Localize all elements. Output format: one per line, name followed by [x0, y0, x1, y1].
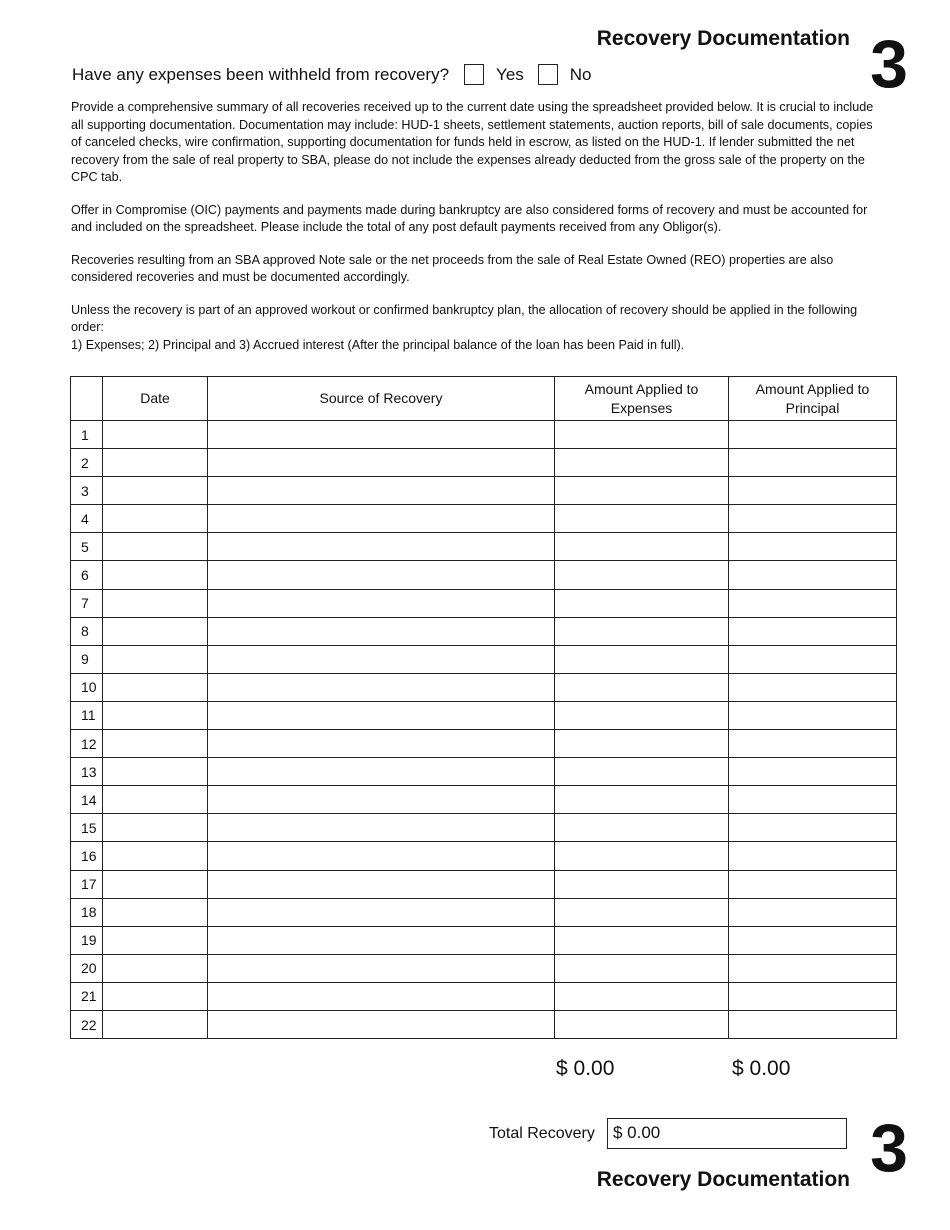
source-cell[interactable]	[208, 870, 555, 898]
row-number: 14	[71, 786, 103, 814]
table-header-row	[71, 377, 897, 421]
date-cell[interactable]	[103, 926, 208, 954]
source-header: Source of Recovery	[208, 377, 555, 421]
row-number: 15	[71, 814, 103, 842]
source-cell[interactable]	[208, 786, 555, 814]
yes-label: Yes	[496, 64, 524, 84]
date-cell[interactable]	[103, 786, 208, 814]
table-row	[71, 645, 897, 673]
date-cell[interactable]	[103, 954, 208, 982]
expenses-header: Amount Applied to Expenses	[555, 377, 729, 421]
table-row	[71, 870, 897, 898]
principal-header: Amount Applied to Principal	[729, 377, 897, 421]
principal-cell[interactable]	[729, 701, 897, 729]
principal-cell[interactable]	[729, 645, 897, 673]
no-checkbox[interactable]	[538, 64, 558, 85]
row-number-header	[71, 377, 103, 421]
source-cell[interactable]	[208, 533, 555, 561]
source-cell[interactable]	[208, 421, 555, 449]
expenses-cell[interactable]	[555, 561, 729, 589]
date-cell[interactable]	[103, 421, 208, 449]
source-cell[interactable]	[208, 561, 555, 589]
total-recovery-field[interactable]: $ 0.00	[607, 1118, 847, 1149]
principal-cell[interactable]	[729, 673, 897, 701]
date-cell[interactable]	[103, 561, 208, 589]
principal-cell[interactable]	[729, 926, 897, 954]
instruction-paragraph: Recoveries resulting from an SBA approved Note sale or the net proceeds from the sale of Real Estate Owned (REO) properties are also considered recoveries and must be documented accordingly.	[71, 252, 834, 284]
principal-total: $ 0.00	[732, 1057, 791, 1080]
principal-cell[interactable]	[729, 982, 897, 1010]
recovery-table	[70, 376, 897, 1039]
row-number: 21	[71, 982, 103, 1010]
expenses-cell[interactable]	[555, 645, 729, 673]
table-row	[71, 617, 897, 645]
expenses-cell[interactable]	[555, 421, 729, 449]
date-cell[interactable]	[103, 617, 208, 645]
expenses-cell[interactable]	[555, 842, 729, 870]
row-number: 11	[71, 701, 103, 729]
date-cell[interactable]	[103, 701, 208, 729]
question-text: Have any expenses been withheld from recovery?	[72, 64, 450, 84]
expenses-cell[interactable]	[555, 533, 729, 561]
row-number: 2	[71, 449, 103, 477]
table-row	[71, 505, 897, 533]
yes-checkbox[interactable]	[464, 64, 484, 85]
source-cell[interactable]	[208, 645, 555, 673]
table-row	[71, 533, 897, 561]
row-number: 5	[71, 533, 103, 561]
table-row	[71, 926, 897, 954]
date-header: Date	[103, 377, 208, 421]
principal-cell[interactable]	[729, 449, 897, 477]
principal-cell[interactable]	[729, 505, 897, 533]
expenses-cell[interactable]	[555, 477, 729, 505]
table-body	[71, 421, 897, 1039]
date-cell[interactable]	[103, 645, 208, 673]
principal-cell[interactable]	[729, 954, 897, 982]
principal-cell[interactable]	[729, 814, 897, 842]
row-number: 7	[71, 589, 103, 617]
principal-cell[interactable]	[729, 561, 897, 589]
source-cell[interactable]	[208, 617, 555, 645]
principal-cell[interactable]	[729, 786, 897, 814]
principal-cell[interactable]	[729, 842, 897, 870]
table-row	[71, 730, 897, 758]
source-cell[interactable]	[208, 758, 555, 786]
source-cell[interactable]	[208, 1010, 555, 1038]
no-label: No	[569, 64, 592, 84]
instructions	[71, 99, 881, 369]
expenses-cell[interactable]	[555, 870, 729, 898]
principal-cell[interactable]	[729, 870, 897, 898]
row-number: 8	[71, 617, 103, 645]
table-row	[71, 701, 897, 729]
date-cell[interactable]	[103, 870, 208, 898]
row-number: 10	[71, 673, 103, 701]
expenses-cell[interactable]	[555, 982, 729, 1010]
page-title-top: Recovery Documentation	[596, 27, 850, 50]
expenses-cell[interactable]	[555, 898, 729, 926]
row-number: 19	[71, 926, 103, 954]
principal-cell[interactable]	[729, 533, 897, 561]
date-cell[interactable]	[103, 814, 208, 842]
expenses-cell[interactable]	[555, 505, 729, 533]
table-row	[71, 1010, 897, 1038]
date-cell[interactable]	[103, 505, 208, 533]
principal-cell[interactable]	[729, 758, 897, 786]
source-cell[interactable]	[208, 982, 555, 1010]
expenses-cell[interactable]	[555, 954, 729, 982]
source-cell[interactable]	[208, 449, 555, 477]
page-number-top: 3	[870, 26, 908, 102]
date-cell[interactable]	[103, 673, 208, 701]
page-number-bottom: 3	[870, 1110, 908, 1186]
principal-cell[interactable]	[729, 730, 897, 758]
table-row	[71, 842, 897, 870]
instruction-paragraph: Offer in Compromise (OIC) payments and payments made during bankruptcy are also considered forms of recovery and must be accounted for and included on the spreadsheet. Please include the total of any post default payments received from any Obligor(s).	[71, 202, 868, 234]
row-number: 20	[71, 954, 103, 982]
source-cell[interactable]	[208, 673, 555, 701]
row-number: 6	[71, 561, 103, 589]
source-cell[interactable]	[208, 730, 555, 758]
page-title-bottom: Recovery Documentation	[596, 1168, 850, 1191]
expenses-cell[interactable]	[555, 673, 729, 701]
row-number: 17	[71, 870, 103, 898]
expenses-cell[interactable]	[555, 1010, 729, 1038]
principal-cell[interactable]	[729, 1010, 897, 1038]
table-row	[71, 786, 897, 814]
row-number: 3	[71, 477, 103, 505]
row-number: 16	[71, 842, 103, 870]
date-cell[interactable]	[103, 730, 208, 758]
date-cell[interactable]	[103, 1010, 208, 1038]
expenses-cell[interactable]	[555, 701, 729, 729]
table-row	[71, 589, 897, 617]
row-number: 12	[71, 730, 103, 758]
row-number: 22	[71, 1010, 103, 1038]
source-cell[interactable]	[208, 589, 555, 617]
table-row	[71, 561, 897, 589]
date-cell[interactable]	[103, 842, 208, 870]
date-cell[interactable]	[103, 982, 208, 1010]
date-cell[interactable]	[103, 477, 208, 505]
expenses-cell[interactable]	[555, 617, 729, 645]
principal-cell[interactable]	[729, 477, 897, 505]
date-cell[interactable]	[103, 449, 208, 477]
expenses-cell[interactable]	[555, 758, 729, 786]
principal-cell[interactable]	[729, 898, 897, 926]
total-recovery-label: Total Recovery	[489, 1125, 595, 1142]
principal-cell[interactable]	[729, 589, 897, 617]
table-row	[71, 449, 897, 477]
source-cell[interactable]	[208, 842, 555, 870]
table-row	[71, 421, 897, 449]
instruction-paragraph: Unless the recovery is part of an approved workout or confirmed bankruptcy plan, the allocation of recovery should be applied in the following order: 1) Expenses; 2) Principal and 3) Accrued interest (After the principal balance of the loan has been Paid in full).	[71, 302, 858, 352]
expenses-cell[interactable]	[555, 730, 729, 758]
source-cell[interactable]	[208, 898, 555, 926]
table-row	[71, 477, 897, 505]
expenses-cell[interactable]	[555, 589, 729, 617]
expenses-cell[interactable]	[555, 449, 729, 477]
source-cell[interactable]	[208, 814, 555, 842]
source-cell[interactable]	[208, 701, 555, 729]
source-cell[interactable]	[208, 926, 555, 954]
row-number: 13	[71, 758, 103, 786]
expenses-cell[interactable]	[555, 926, 729, 954]
date-cell[interactable]	[103, 758, 208, 786]
principal-cell[interactable]	[729, 617, 897, 645]
date-cell[interactable]	[103, 898, 208, 926]
row-number: 18	[71, 898, 103, 926]
row-number: 9	[71, 645, 103, 673]
date-cell[interactable]	[103, 533, 208, 561]
principal-cell[interactable]	[729, 421, 897, 449]
date-cell[interactable]	[103, 589, 208, 617]
table-row	[71, 954, 897, 982]
table-row	[71, 673, 897, 701]
table-row	[71, 758, 897, 786]
table-row	[71, 982, 897, 1010]
source-cell[interactable]	[208, 477, 555, 505]
source-cell[interactable]	[208, 505, 555, 533]
source-cell[interactable]	[208, 954, 555, 982]
row-number: 4	[71, 505, 103, 533]
table-row	[71, 898, 897, 926]
expenses-cell[interactable]	[555, 786, 729, 814]
expenses-withheld-question	[72, 64, 606, 85]
row-number: 1	[71, 421, 103, 449]
table-row	[71, 814, 897, 842]
expenses-cell[interactable]	[555, 814, 729, 842]
instruction-paragraph: Provide a comprehensive summary of all recoveries received up to the current date using the spreadsheet provided below. It is crucial to include all supporting documentation. Documentation may include: HUD-1 sheets, settlement statements, auction reports, bill of sale documents, copies of canceled checks, wire confirmation, supporting documentation for funds held in escrow, as listed on the HUD-1. If lender submitted the net recovery from the sale of real property to SBA, please do not include the expenses already deducted from the gross sale of the property on the CPC tab.	[71, 100, 874, 184]
expenses-total: $ 0.00	[556, 1057, 615, 1080]
